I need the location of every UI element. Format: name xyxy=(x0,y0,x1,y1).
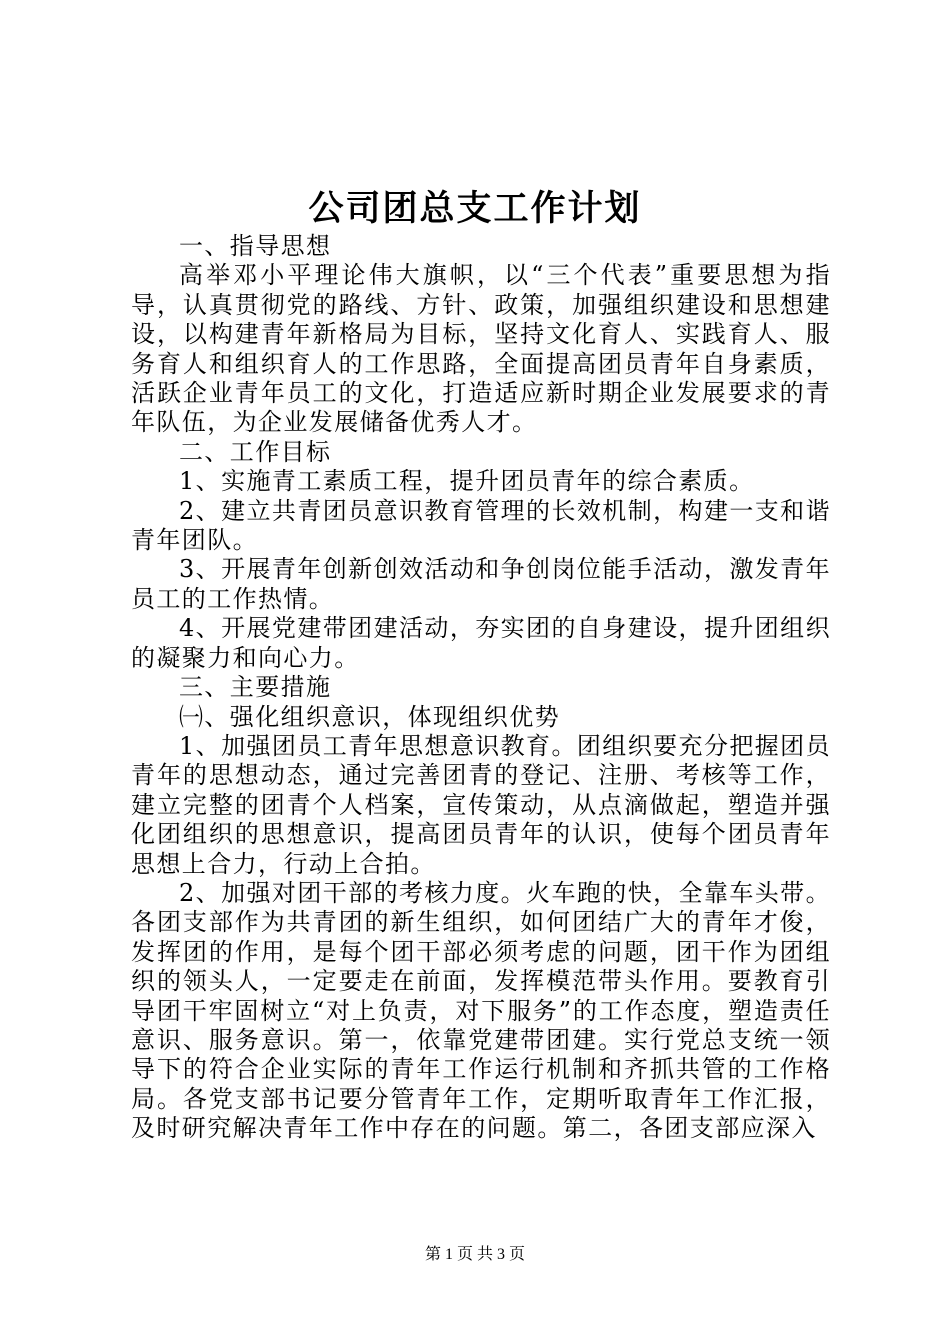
measure-paragraph-1: 1、加强团员工青年思想意识教育。团组织要充分把握团员青年的思想动态，通过完善团青的登记、注册、考核等工作，建立完整的团青个人档案，宣传策动，从点滴做起，塑造并强化团组织的思想意识，提高团员青年的认识，使每个团员青年思想上合力，行动上合拍。 xyxy=(131,731,831,878)
subsection-heading-1: ㈠、强化组织意识，体现组织优势 xyxy=(179,702,560,731)
measure-paragraph-2: 2、加强对团干部的考核力度。火车跑的快，全靠车头带。各团支部作为共青团的新生组织，如何团结广大的青年才俊，发挥团的作用，是每个团干部必须考虑的问题，团干作为团组织的领头人，一定要走在前面，发挥模范带头作用。要教育引导团干牢固树立“对上负责，对下服务”的工作态度，塑造责任意识、服务意识。第一，依靠党建带团建。实行党总支统一领导下的符合企业实际的青年工作运行机制和齐抓共管的工作格局。各党支部书记要分管青年工作，定期听取青年工作汇报，及时研究解决青年工作中存在的问题。第二，各团支部应深入 xyxy=(131,878,831,1143)
document-body xyxy=(131,232,831,1144)
section-heading-work-goals: 二、工作目标 xyxy=(179,437,332,466)
document-title: 公司团总支工作计划 xyxy=(308,188,642,229)
goal-item-3: 3、开展青年创新创效活动和争创岗位能手活动，激发青年员工的工作热情。 xyxy=(131,555,831,613)
section-heading-guiding-thought: 一、指导思想 xyxy=(179,232,332,260)
page-number: 第 1 页 共 3 页 xyxy=(424,1246,525,1263)
goal-item-4: 4、开展党建带团建活动，夯实团的自身建设，提升团组织的凝聚力和向心力。 xyxy=(131,614,831,672)
goal-item-2: 2、建立共青团员意识教育管理的长效机制，构建一支和谐青年团队。 xyxy=(131,496,831,555)
paragraph-guiding-thought: 高举邓小平理论伟大旗帜，以“三个代表”重要思想为指导，认真贯彻党的路线、方针、政策，加强组织建设和思想建设，以构建青年新格局为目标，坚持文化育人、实践育人、服务育人和组织育人的工作思路，全面提高团员青年自身素质，活跃企业青年员工的文化，打造适应新时期企业发展要求的青年队伍，为企业发展储备优秀人才。 xyxy=(131,261,831,437)
section-heading-main-measures: 三、主要措施 xyxy=(179,673,332,702)
goal-item-1: 1、实施青工素质工程，提升团员青年的综合素质。 xyxy=(179,467,755,496)
